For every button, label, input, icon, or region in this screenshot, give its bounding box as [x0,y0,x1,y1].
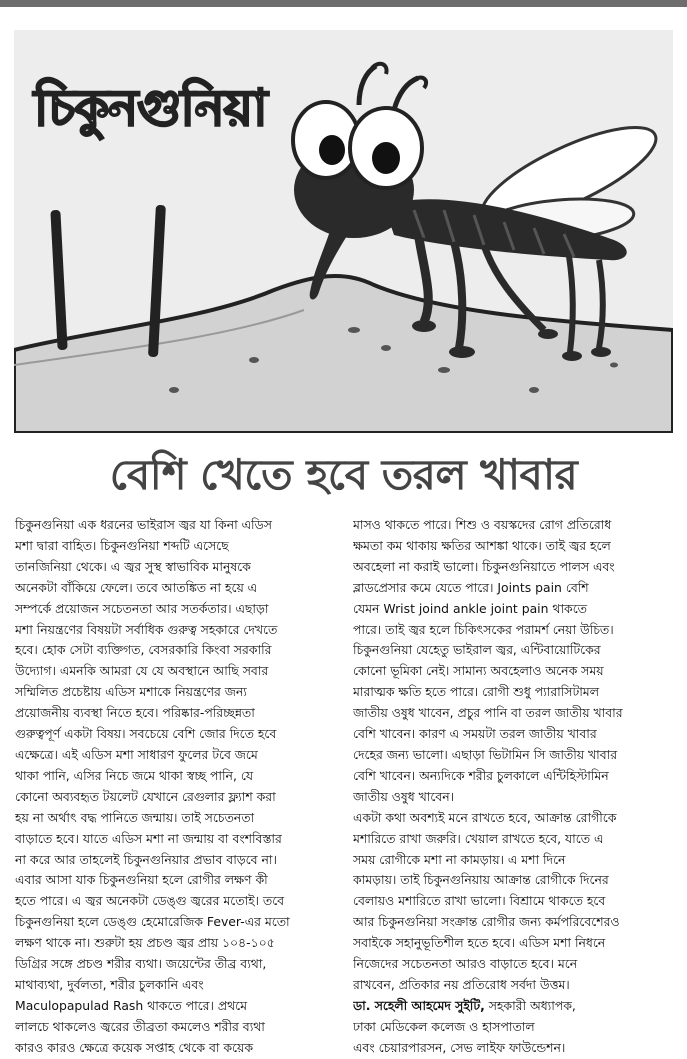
article-line: সম্পর্কে প্রয়োজন সচেতনতা আর সতর্কতার। এছাড়া [15,600,269,616]
article-line: রাখবেন, প্রতিকার নয় প্রতিরোধ সর্বদা উত্তম। [353,976,570,992]
byline-author-line [353,996,675,1017]
article-line: অবহেলা না করাই ভালো। চিকুনগুনিয়াতে পালস এবং [353,558,615,574]
article-line: সবাইকে সহানুভূতিশীল হতে হবে। এডিস মশা নিধনে [353,935,606,951]
article-line: হয় না অর্থাৎ বদ্ধ পানিতে জন্মায়। তাই সচেতনতা [15,809,255,825]
article-line: মাসও থাকতে পারে। শিশু ও বয়স্কদের রোগ প্রতিরোধ [353,517,612,532]
article-line: ব্লাডপ্রেসার কমে যেতে পারে। Joints pain বেশি [353,579,589,595]
article-line: লক্ষণ থাকে না। শুরুটা হয় প্রচণ্ড জ্বর প্রায় ১০৪-১০৫ [15,935,275,951]
article-line: নিজেদের সচেতনতা আরও বাড়াতে হবে। মনে [353,956,578,972]
article-line: চিকুনগুনিয়া হলে ডেঙ্গু হেমোরেজিক Fever-এর মতো [15,914,290,930]
article-line: মারাত্মক ক্ষতি হতে পারে। রোগী শুধু প্যারাসিটামল [353,684,599,700]
article-line: প্রয়োজনীয় ব্যবস্থা নিতে হবে। পরিষ্কার-পরিচ্ছন্নতা [15,705,255,721]
article-line: উদ্যোগ। এমনকি আমরা যে যে অবস্থানে আছি সবার [15,663,269,679]
byline-affiliation: এবং চেয়ারপারসন, সেভ লাইফ ফাউন্ডেশন। [353,1039,566,1055]
article-line: পারে। তাই জ্বর হলে চিকিৎসকের পরামর্শ নেয়া উচিত। [353,621,614,637]
article-line: থাকা পানি, এসির নিচে জমে থাকা স্বচ্ছ পানি, যে [15,767,253,783]
article-column-left [15,515,337,1055]
article-line: অনেকটা বাঁকিয়ে ফেলে। তবে আতঙ্কিত না হয়ে এ [15,579,258,595]
article-line: হবে। হোক সেটা ব্যক্তিগত, বেসরকারি কিংবা সরকারি [15,642,272,658]
article-line: আর চিকুনগুনিয়া সংক্রান্ত রোগীর জন্য কর্মপরিবেশেরও [353,914,620,930]
article-headline: বেশি খেতে হবে তরল খাবার [109,450,578,499]
article-line: চিকুনগুনিয়া যেহেতু ভাইরাল জ্বর, এন্টিবায়োটিকের [353,642,601,658]
article-line: এবার আসা যাক চিকুনগুনিয়া হলে রোগীর লক্ষণ কী [15,872,268,888]
article-line: সম্মিলিত প্রচেষ্টায় এডিস মশাকে নিয়ন্ত্রণের জন্য [15,684,247,700]
article-line: কারও কারও ক্ষেত্রে কয়েক সপ্তাহ থেকে বা কয়েক [15,1039,254,1055]
article-column-right [353,515,675,1055]
article-line: Maculopapulad Rash থাকতে পারে। প্রথমে [15,997,247,1013]
top-rule [0,0,687,7]
article-line: বেলায়ও মশারিতে রাখা ভালো। বিশ্রামে থাকতে হবে [353,893,606,909]
article-line: জাতীয় ওষুধ খাবেন। [353,788,455,804]
byline-institution: ঢাকা মেডিকেল কলেজ ও হাসপাতাল [353,1018,535,1034]
article-line: মশা দ্বারা বাহিত। চিকুনগুনিয়া শব্দটি এসেছে [15,537,229,553]
article-line: মশারিতে রাখা জরুরি। খেয়াল রাখতে হবে, যাতে এ [353,830,604,846]
mosquito-illustration [14,30,673,433]
article-line: বেশি খাবেন। কারণ এ সময়টা তরল জাতীয় খাবার [353,726,597,742]
article-body [15,515,675,1055]
article-line: কোনো ভূমিকা নেই। সামান্য অবহেলাও অনেক সময় [353,663,604,679]
article-line: কোনো অব্যবহৃত টয়লেট যেখানে রেগুলার ফ্ল্যাশ করা [15,788,276,804]
article-line: কামড়ায়। তাই চিকুনগুনিয়ায় আক্রান্ত রোগীকে দিনের [353,872,609,888]
byline-author: ডা. সহেলী আহমেদ সুইটি, [353,997,485,1013]
article-line: দেহের জন্য ভালো। এছাড়া ভিটামিন সি জাতীয় খাবার [353,746,618,762]
article-line: ডিগ্রির সঙ্গে প্রচণ্ড শরীর ব্যথা। জয়েন্টের তীব্র ব্যথা, [15,956,267,972]
article-line: গুরুত্বপূর্ণ একটা বিষয়। সবচেয়ে বেশি জোর দিতে হবে [15,726,277,742]
article-line: মশা নিয়ন্ত্রণের বিষয়টা সর্বাধিক গুরুত্ব সহকারে দেখতে [15,621,278,637]
byline-role: সহকারী অধ্যাপক, [484,997,576,1013]
article-line: মাথাব্যথা, দুর্বলতা, শরীর চুলকানি এবং [15,976,204,992]
article-column-right-text [353,515,675,996]
article-line: বাড়াতে হবে। যাতে এডিস মশা না জন্মায় বা বংশবিস্তার [15,830,282,846]
article-line: সময় রোগীকে মশা না কামড়ায়। এ মশা দিনে [353,851,566,867]
article-line: যেমন Wrist joind ankle joint pain থাকতে [353,600,587,616]
article-line: একটা কথা অবশ্যই মনে রাখতে হবে, আক্রান্ত রোগীকে [353,809,617,825]
article-line: লালচে থাকলেও জ্বরের তীব্রতা কমলেও শরীর ব্যথা [15,1018,265,1034]
article-line: তানজিনিয়া থেকে। এ জ্বর সুস্থ স্বাভাবিক মানুষকে [15,558,251,574]
article-line: না করে আর তাহলেই চিকুনগুনিয়ার প্রভাব বাড়বে না। [15,851,277,867]
article-line: জাতীয় ওষুধ খাবেন, প্রচুর পানি বা তরল জাতীয় খাবার [353,705,623,721]
article-line: চিকুনগুনিয়া এক ধরনের ভাইরাস জ্বর যা কিনা এডিস [15,517,272,532]
article-line: হতে পারে। এ জ্বর অনেকটা ডেঙ্গু জ্বরের মতোই। তবে [15,893,285,909]
article-line: বেশি খাবেন। অন্যদিকে শরীর চুলকালে এন্টিহিস্টামিন [353,767,609,783]
article-line: এক্ষেত্রে। এই এডিস মশা সাধারণ ফুলের টবে জমে [15,746,258,762]
article-line: ক্ষমতা কম থাকায় ক্ষতির আশঙ্কা থাকে। তাই জ্বর হলে [353,537,611,553]
illustration-title-word: চিকুনগুনিয়া [34,79,267,137]
